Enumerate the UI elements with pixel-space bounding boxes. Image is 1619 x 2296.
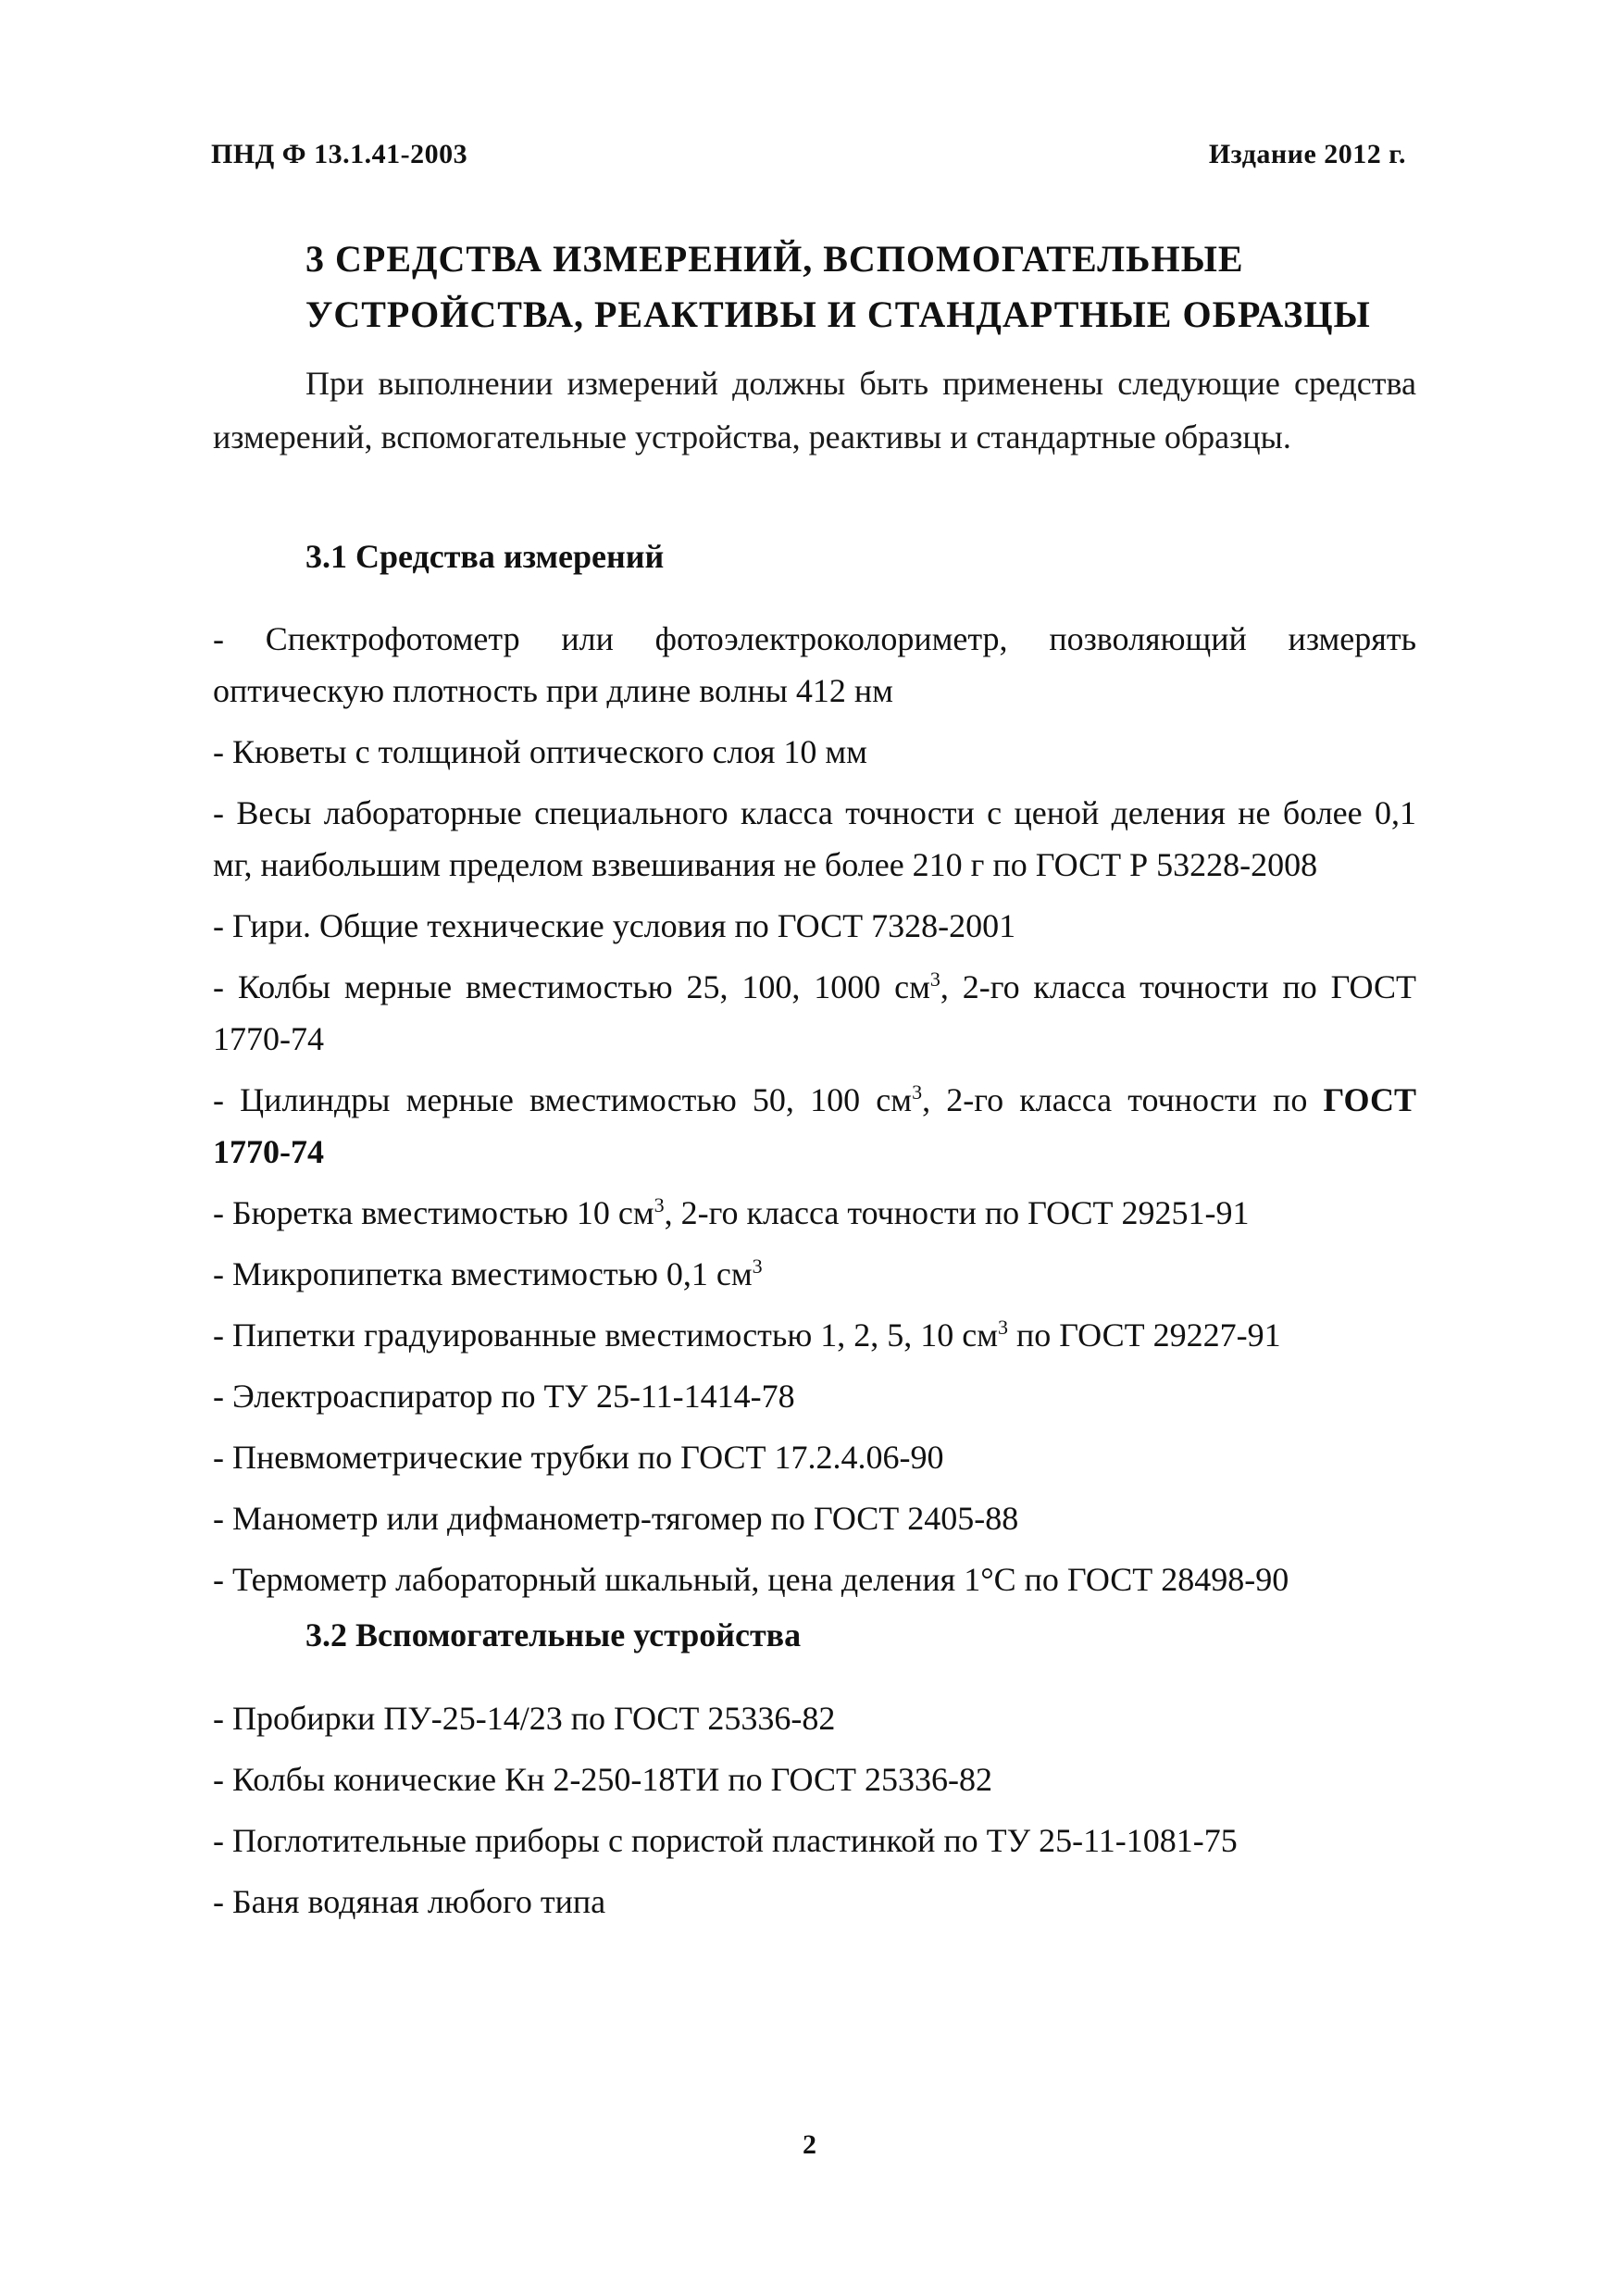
list-item: - Пневмометрические трубки по ГОСТ 17.2.4.06-90	[213, 1439, 944, 1476]
item-text: - Колбы мерные вместимостью 25, 100, 1000 см	[213, 968, 930, 1005]
list-item	[213, 1309, 1416, 1361]
item-text: , 2-го класса точности по ГОСТ 1770-74	[213, 968, 1416, 1057]
section-3-title	[305, 231, 1416, 343]
document-code: ПНД Ф 13.1.41-2003	[211, 139, 468, 169]
edition-label: Издание 2012 г.	[1208, 139, 1406, 169]
section-3-title-line-1: 3 СРЕДСТВА ИЗМЕРЕНИЙ, ВСПОМОГАТЕЛЬНЫЕ	[305, 238, 1244, 280]
item-text: по ГОСТ 29227-91	[1008, 1316, 1281, 1354]
superscript: 3	[654, 1193, 665, 1217]
item-text: , 2-го класса точности по ГОСТ 29251-91	[664, 1194, 1250, 1231]
item-text: , 2-го класса точности по	[922, 1081, 1324, 1118]
superscript: 3	[929, 967, 940, 991]
item-text-bold: ГОСТ 1770-74	[213, 1081, 1416, 1170]
list-item: - Спектрофотометр или фотоэлектроколориметр, позволяющий измерять оптическую плотность при длине волны 412 нм	[213, 620, 1416, 709]
list-item: - Манометр или дифманометр-тягомер по ГОСТ 2405-88	[213, 1500, 1019, 1537]
superscript: 3	[752, 1254, 763, 1278]
list-item: - Баня водяная любого типа	[213, 1883, 606, 1920]
list-item	[213, 1074, 1416, 1178]
superscript: 3	[912, 1080, 923, 1104]
list-item: - Электроаспиратор по ТУ 25-11-1414-78	[213, 1378, 795, 1415]
list-item: - Пробирки ПУ-25-14/23 по ГОСТ 25336-82	[213, 1700, 836, 1737]
section-3-title-line-2: УСТРОЙСТВА, РЕАКТИВЫ И СТАНДАРТНЫЕ ОБРАЗЦЫ	[305, 293, 1371, 335]
list-item: - Весы лабораторные специального класса точности с ценой деления не более 0,1 мг, наибольшим пределом взвешивания не более 210 г по ГОСТ Р 53228-2008	[213, 794, 1416, 883]
superscript: 3	[998, 1316, 1008, 1339]
item-text: - Микропипетка вместимостью 0,1 см	[213, 1255, 753, 1292]
item-text: - Пипетки градуированные вместимостью 1, 2, 5, 10 см	[213, 1316, 998, 1354]
list-item: - Кюветы с толщиной оптического слоя 10 мм	[213, 733, 867, 770]
list-item: - Термометр лабораторный шкальный, цена деления 1°С по ГОСТ 28498-90	[213, 1561, 1289, 1598]
list-item: - Гири. Общие технические условия по ГОСТ 7328-2001	[213, 907, 1016, 944]
auxiliary-devices-list	[213, 1692, 1416, 1937]
list-item	[213, 961, 1416, 1065]
section-3-intro: При выполнении измерений должны быть применены следующие средства измерений, вспомогательные устройства, реактивы и стандартные образцы.	[213, 365, 1416, 455]
item-text: - Бюретка вместимостью 10 см	[213, 1194, 654, 1231]
section-3-1-heading: 3.1 Средства измерений	[305, 538, 665, 575]
list-item	[213, 1248, 1416, 1300]
list-item: - Поглотительные приборы с пористой пластинкой по ТУ 25-11-1081-75	[213, 1822, 1238, 1859]
measuring-instruments-list	[213, 613, 1416, 1615]
list-item: - Колбы конические Кн 2-250-18ТИ по ГОСТ 25336-82	[213, 1761, 992, 1798]
page-number: 2	[803, 2129, 816, 2160]
list-item	[213, 1187, 1416, 1239]
section-3-2-heading: 3.2 Вспомогательные устройства	[305, 1616, 802, 1653]
item-text: - Цилиндры мерные вместимостью 50, 100 см	[213, 1081, 913, 1118]
